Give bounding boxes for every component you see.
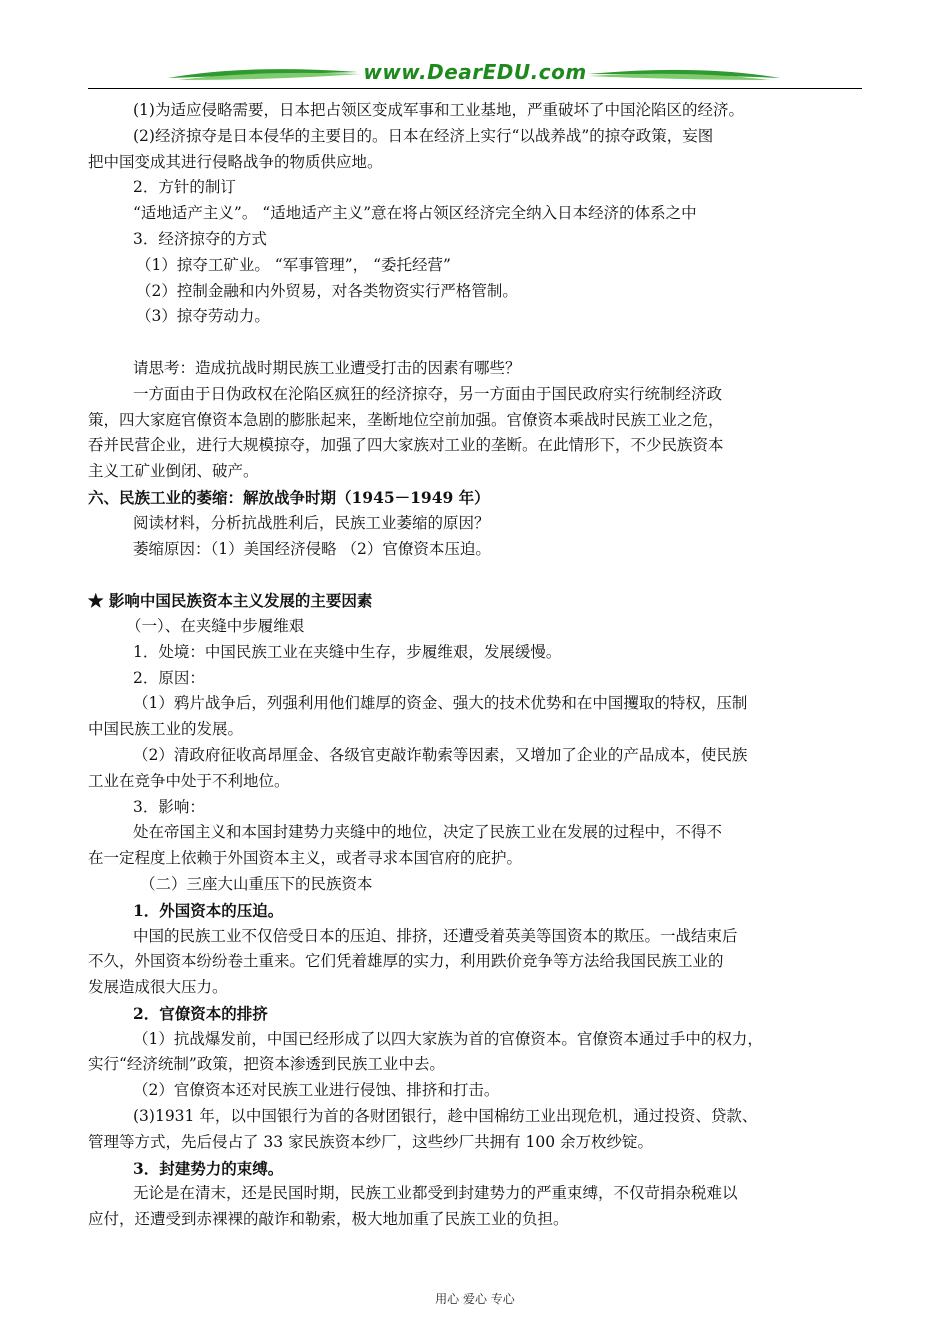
paragraph-line: 在一定程度上依赖于外国资本主义，或者寻求本国官府的庇护。 xyxy=(88,849,523,868)
site-logo-text: www.DearEDU.com xyxy=(363,60,587,84)
section-heading: ★ 影响中国民族资本主义发展的主要因素 xyxy=(88,591,373,611)
paragraph-line: (2)经济掠夺是日本侵华的主要目的。日本在经济上实行“以战养战”的掠夺政策，妄图 xyxy=(133,126,714,145)
page-footer: 用心 爱心 专心 xyxy=(435,1292,515,1306)
document-body xyxy=(88,98,862,1233)
paragraph-line: 萎缩原因：（1）美国经济侵略 （2）官僚资本压迫。 xyxy=(133,539,491,558)
paragraph-line: 中国的民族工业不仅倍受日本的压迫、排挤，还遭受着英美等国资本的欺压。一战结束后 xyxy=(133,926,738,945)
paragraph-line: 应付，还遭受到赤裸裸的敲诈和勒索，极大地加重了民族工业的负担。 xyxy=(88,1210,569,1229)
paragraph-line: （一）、在夹缝中步履维艰 xyxy=(126,616,305,635)
paragraph-line: 处在帝国主义和本国封建势力夹缝中的地位，决定了民族工业在发展的过程中，不得不 xyxy=(133,823,723,842)
paragraph-line: （1）抗战爆发前，中国已经形成了以四大家族为首的官僚资本。官僚资本通过手中的权力， xyxy=(133,1029,763,1048)
section-heading: 六、民族工业的萎缩：解放战争时期（1945－1949 年） xyxy=(88,487,490,507)
paragraph-line: “适地适产主义”。 “适地适产主义”意在将占领区经济完全纳入日本经济的体系之中 xyxy=(133,204,697,223)
paragraph-line: 阅读材料，分析抗战胜利后，民族工业萎缩的原因？ xyxy=(133,513,490,532)
blank-line xyxy=(88,330,862,356)
paragraph-line: 实行“经济统制”政策，把资本渗透到民族工业中去。 xyxy=(88,1055,445,1074)
paragraph-line: （3）掠夺劳动力。 xyxy=(136,307,270,326)
paragraph-line: 3．影响： xyxy=(133,797,205,816)
paragraph-line: 2．原因： xyxy=(133,668,205,687)
paragraph-line: 一方面由于日伪政权在沦陷区疯狂的经济掠夺，另一方面由于国民政府实行统制经济政 xyxy=(133,384,723,403)
paragraph-line: 工业在竞争中处于不利地位。 xyxy=(88,771,290,790)
section-heading: 3．封建势力的束缚。 xyxy=(133,1158,284,1178)
paragraph-line: 策，四大家庭官僚资本急剧的膨胀起来，垄断地位空前加强。官僚资本乘战时民族工业之危， xyxy=(88,410,724,429)
paragraph-line: (1)为适应侵略需要，日本把占领区变成军事和工业基地，严重破坏了中国沦陷区的经济。 xyxy=(133,101,744,119)
section-heading: 1．外国资本的压迫。 xyxy=(133,900,284,920)
paragraph-line: 把中国变成其进行侵略战争的物质供应地。 xyxy=(88,152,383,171)
paragraph-line: 请思考：造成抗战时期民族工业遭受打击的因素有哪些？ xyxy=(133,358,521,377)
section-heading: 2．官僚资本的排挤 xyxy=(133,1003,268,1023)
paragraph-line: 3．经济掠夺的方式 xyxy=(133,229,267,248)
paragraph-line: 1．处境：中国民族工业在夹缝中生存，步履维艰，发展缓慢。 xyxy=(133,642,562,661)
paragraph-line: 发展造成很大压力。 xyxy=(88,978,228,997)
paragraph-line: （1）掠夺工矿业。 “军事管理”， “委托经营” xyxy=(136,255,451,274)
paragraph-line: 2．方针的制订 xyxy=(133,178,236,197)
paragraph-line: 不久，外国资本纷纷卷土重来。它们凭着雄厚的实力，利用跌价竞争等方法给我国民族工业的 xyxy=(88,952,724,971)
paragraph-line: （2）官僚资本还对民族工业进行侵蚀、排挤和打击。 xyxy=(133,1081,500,1100)
blank-line xyxy=(88,562,862,588)
paragraph-line: 无论是在清末，还是民国时期，民族工业都受到封建势力的严重束缚，不仅苛捐杂税难以 xyxy=(133,1184,738,1203)
paragraph-line: （1）鸦片战争后，列强利用他们雄厚的资金、强大的技术优势和在中国攫取的特权，压制 xyxy=(133,694,748,713)
paragraph-line: （2）控制金融和内外贸易，对各类物资实行严格管制。 xyxy=(136,281,518,300)
paragraph-line: （2）清政府征收高昂厘金、各级官吏敲诈勒索等因素，又增加了企业的产品成本，使民族 xyxy=(133,745,748,764)
paragraph-line: （二）三座大山重压下的民族资本 xyxy=(140,874,373,893)
header-rule xyxy=(88,88,862,89)
paragraph-line: 主义工矿业倒闭、破产。 xyxy=(88,462,259,481)
paragraph-line: 中国民族工业的发展。 xyxy=(88,720,244,739)
paragraph-line: 吞并民营企业，进行大规模掠夺，加强了四大家族对工业的垄断。在此情形下，不少民族资本 xyxy=(88,436,724,455)
paragraph-line: 管理等方式，先后侵占了 33 家民族资本纱厂，这些纱厂共拥有 100 余万枚纱锭。 xyxy=(88,1132,654,1151)
paragraph-line: (3)1931 年，以中国银行为首的各财团银行，趁中国棉纺工业出现危机，通过投资、贷款、 xyxy=(133,1107,758,1126)
